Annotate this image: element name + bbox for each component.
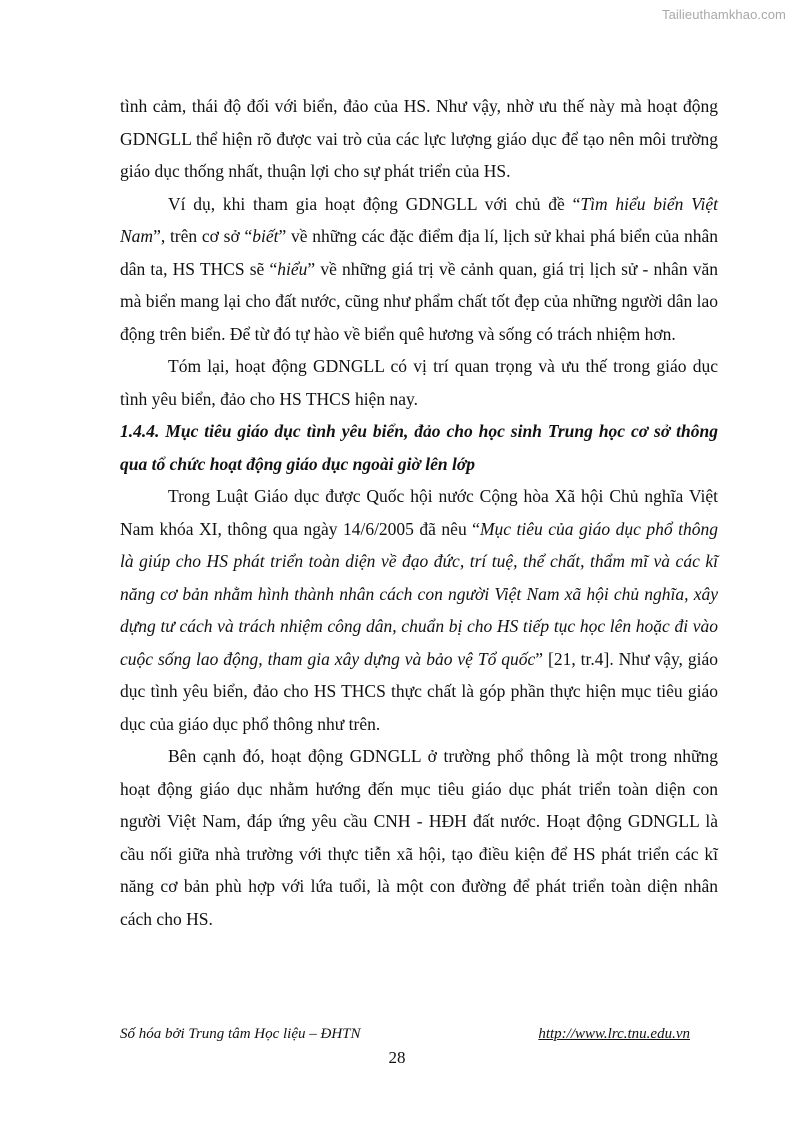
page-number: 28: [388, 1048, 406, 1067]
paragraph-5: Bên cạnh đó, hoạt động GDNGLL ở trường phổ thông là một trong những hoạt động giáo dục nhằm hướng đến mục tiêu giáo dục phát triển toàn diện con người Việt Nam, đáp ứng yêu cầu CNH - HĐH đất nước. Hoạt động GDNGLL là cầu nối giữa nhà trường với thực tiễn xã hội, tạo điều kiện để HS phát triển các kĩ năng cơ bản phù hợp với lứa tuổi, là một con đường để phát triển toàn diện nhân cách cho HS.: [120, 746, 718, 929]
paragraph-4-text-a: Trong Luật Giáo dục được Quốc hội nước Cộng hòa Xã hội Chủ nghĩa Việt Nam khóa XI, thông qua ngày 14/6/2005 đã nêu “: [120, 486, 718, 539]
section-heading: 1.4.4. Mục tiêu giáo dục tình yêu biển, đảo cho học sinh Trung học cơ sở thông qua tổ chức hoạt động giáo dục ngoài giờ lên lớp: [120, 421, 718, 474]
paragraph-4: [120, 480, 718, 740]
watermark: Tailieuthamkhao.com: [661, 7, 786, 22]
footer-url-link[interactable]: http://www.lrc.tnu.edu.vn: [538, 1026, 690, 1042]
paragraph-1: tình cảm, thái độ đối với biển, đảo của HS. Như vậy, nhờ ưu thế này mà hoạt động GDNGLL thể hiện rõ được vai trò của các lực lượng giáo dục để tạo nên môi trường giáo dục thống nhất, thuận lợi cho sự phát triển của HS.: [120, 96, 718, 181]
paragraph-3: Tóm lại, hoạt động GDNGLL có vị trí quan trọng và ưu thế trong giáo dục tình yêu biển, đảo cho HS THCS hiện nay.: [120, 356, 718, 409]
footer-left-text: Số hóa bởi Trung tâm Học liệu – ĐHTN: [120, 1026, 361, 1042]
paragraph-2-text-c: ”, trên cơ sở “: [153, 226, 253, 246]
paragraph-2-topic: Tìm hiểu biển Việt Nam: [120, 193, 719, 246]
paragraph-2-know: biết: [252, 226, 279, 246]
paragraph-2: [120, 188, 718, 351]
paragraph-4-text-c: ” [21, tr.4]. Như vậy, giáo dục tình yêu biển, đảo cho HS THCS thực chất là góp phần thực hiện mục tiêu giáo dục của giáo dục phổ thông như trên.: [120, 648, 719, 734]
paragraph-2-text-g: ” về những giá trị về cảnh quan, giá trị lịch sử - nhân văn mà biển mang lại cho đất nước, cũng như phẩm chất tốt đẹp của những người dân lao động trên biển. Để từ đó tự hào về biển quê hương và sống có trách nhiệm hơn.: [120, 258, 719, 344]
paragraph-4-quote: Mục tiêu của giáo dục phổ thông là giúp cho HS phát triển toàn diện về đạo đức, trí tuệ, thể chất, thẩm mĩ và các kĩ năng cơ bản nhằm hình thành nhân cách con người Việt Nam xã hội chủ nghĩa, xây dựng tư cách và trách nhiệm công dân, chuẩn bị cho HS tiếp tục học lên hoặc đi vào cuộc sống lao động, tham gia xây dựng và bảo vệ Tổ quốc: [120, 518, 718, 669]
document-body: [120, 90, 718, 935]
paragraph-2-text-e: ” về những các đặc điểm địa lí, lịch sử khai phá biển của nhân dân ta, HS THCS sẽ “: [120, 226, 718, 279]
paragraph-2-text-a: Ví dụ, khi tham gia hoạt động GDNGLL với chủ đề “: [168, 193, 581, 214]
paragraph-2-understand: hiểu: [277, 258, 308, 279]
